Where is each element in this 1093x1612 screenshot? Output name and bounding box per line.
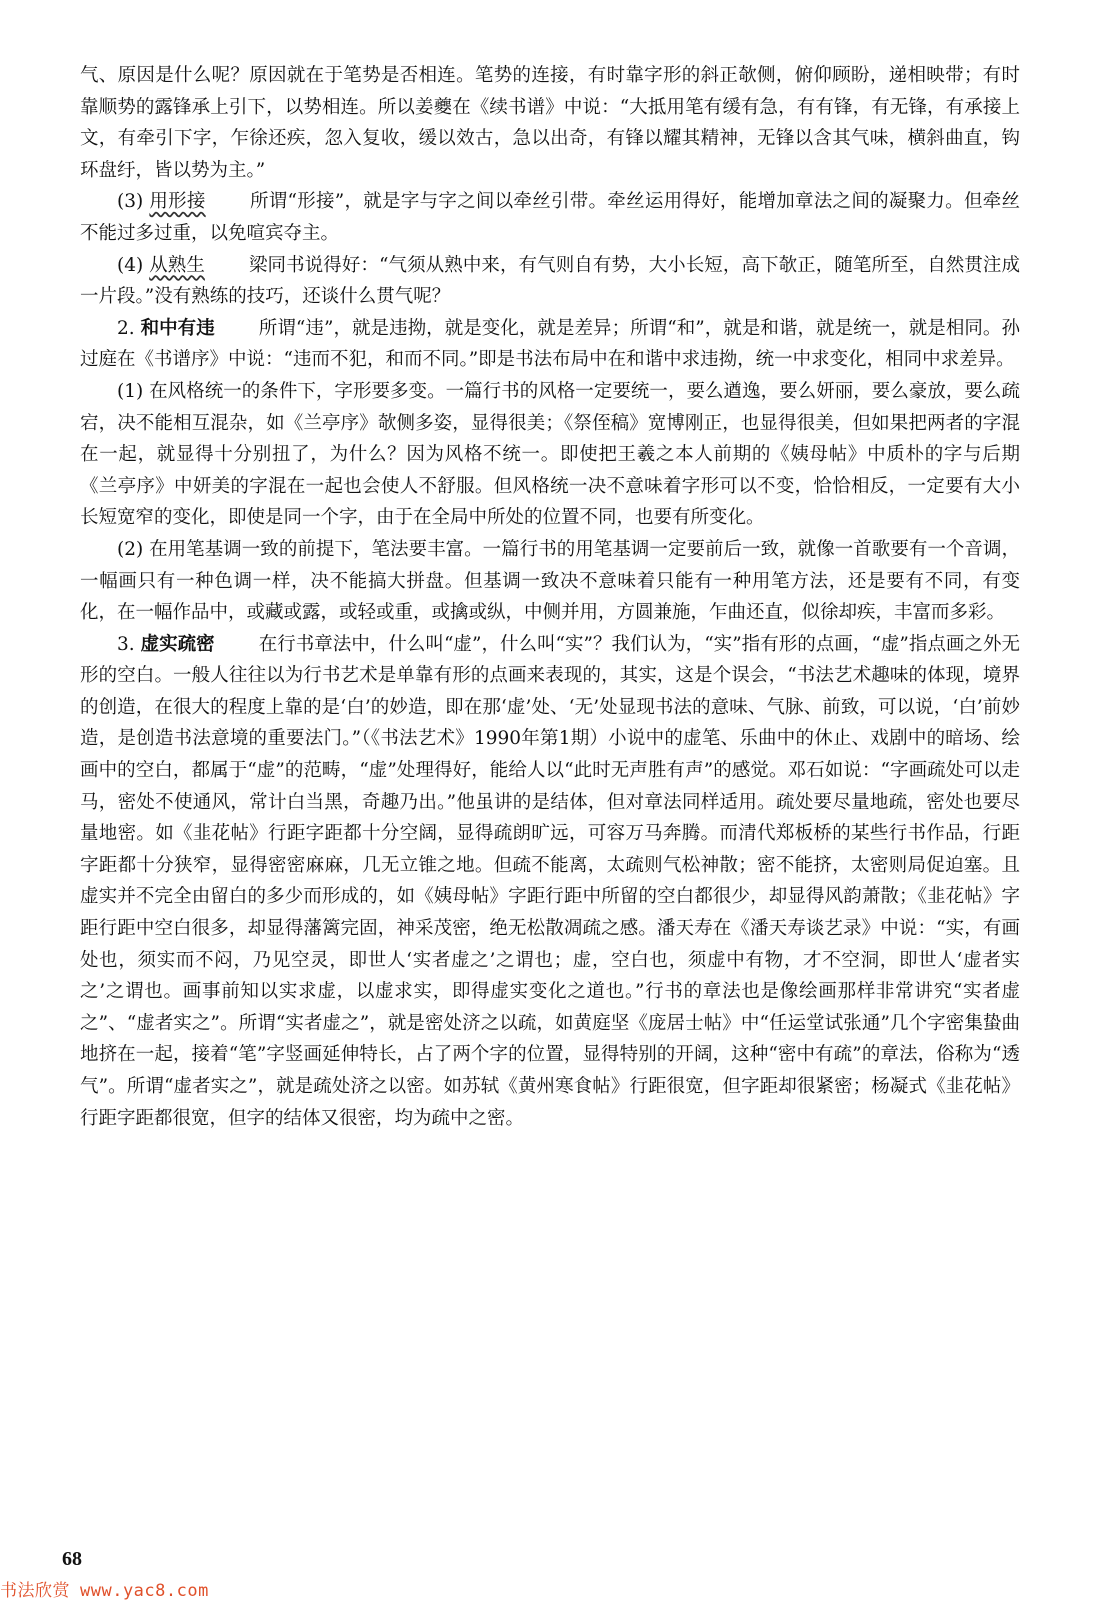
item-heading: 从熟生 [149,254,205,276]
paragraph-style-unity: (1) 在风格统一的条件下，字形要多变。一篇行书的风格一定要统一，要么遒逸，要么妍丽，要么豪放，要么疏宕，决不能相互混杂，如《兰亭序》欹侧多姿，显得很美；《祭侄稿》宽博刚正，也显得很美，但如果把两者的字混在一起，就显得十分别扭了，为什么？因为风格不统一。即使把王羲之本人前期的《姨母帖》中质朴的字与后期《兰亭序》中妍美的字混在一起也会使人不舒服。但风格统一决不意味着字形可以不变，恰恰相反，一定要有大小长短宽窄的变化，即使是同一个字，由于在全局中所处的位置不同，也要有所变化。 [80,380,1020,529]
paragraph-harmony-contrast [80,313,1020,376]
watermark [0,1576,209,1601]
paragraph-form-connection [80,186,1020,249]
watermark-site: 书法欣赏 [0,1581,70,1601]
item-body: 梁同书说得好：“气须从熟中来，有气则自有势，大小长短，高下欹正，随笔所至，自然贯注成一片段。”没有熟练的技巧，还谈什么贯气呢？ [80,254,1020,308]
section-heading: 虚实疏密 [140,633,215,655]
section-number: 2. [117,317,141,339]
paragraph-from-familiarity [80,250,1020,313]
section-body: 所谓“违”，就是违拗，就是变化，就是差异；所谓“和”，就是和谐，就是统一，就是相同。孙过庭在《书谱序》中说：“违而不犯，和而不同。”即是书法布局中在和谐中求违拗，统一中求变化，相同中求差异。 [80,317,1020,371]
item-number: (4) [117,254,150,276]
page-number: 68 [62,1548,82,1570]
paragraph-brush-tone: (2) 在用笔基调一致的前提下，笔法要丰富。一篇行书的用笔基调一定要前后一致，就像一首歌要有一个音调，一幅画只有一种色调一样，决不能搞大拼盘。但基调一致决不意味着只能有一种用笔方法，还是要有不同，有变化，在一幅作品中，或藏或露，或轻或重，或擒或纵，中侧并用，方圆兼施，乍曲还直，似徐却疾，丰富而多彩。 [80,538,1020,624]
section-number: 3. [117,633,141,655]
item-body: 所谓“形接”，就是字与字之间以牵丝引带。牵丝运用得好，能增加章法之间的凝聚力。但牵丝不能过多过重，以免喧宾夺主。 [80,191,1020,244]
item-heading: 用形接 [149,191,206,213]
paragraph-continuation: 气、原因是什么呢？原因就在于笔势是否相连。笔势的连接，有时靠字形的斜正欹侧，俯仰顾盼，递相映带；有时靠顺势的露锋承上引下，以势相连。所以姜夔在《续书谱》中说：“大抵用笔有缓有急，有有锋，有无锋，有承接上文，有牵引下字，乍徐还疾，忽入复收，缓以效古，急以出奇，有锋以耀其精神，无锋以含其气味，横斜曲直，钩环盘纡，皆以势为主。” [80,65,1020,181]
item-number: (3) [117,191,150,213]
watermark-url: www.yac8.com [80,1581,209,1601]
section-heading: 和中有违 [140,317,215,339]
paragraph-void-solid [80,629,1020,1135]
section-body: 在行书章法中，什么叫“虚”，什么叫“实”？我们认为，“实”指有形的点画，“虚”指点画之外无形的空白。一般人往往以为行书艺术是单靠有形的点画来表现的，其实，这是个误会，“书法艺术趣味的体现，境界的创造，在很大的程度上靠的是‘白’的妙造，即在那‘虚’处、‘无’处显现书法的意味、气脉、前致，可以说，‘白’前妙造，是创造书法意境的重要法门。”（《书法艺术》1990年第1期）小说中的虚笔、乐曲中的休止、戏剧中的暗场、绘画中的空白，都属于“虚”的范畴，“虚”处理得好，能给人以“此时无声胜有声”的感觉。邓石如说：“字画疏处可以走马，密处不使通风，常计白当黑，奇趣乃出。”他虽讲的是结体，但对章法同样适用。疏处要尽量地疏，密处也要尽量地密。如《韭花帖》行距字距都十分空阔，显得疏朗旷远，可容万马奔腾。而清代郑板桥的某些行书作品，行距字距都十分狭窄，显得密密麻麻，几无立锥之地。但疏不能离，太疏则气松神散；密不能挤，太密则局促迫塞。且虚实并不完全由留白的多少而形成的，如《姨母帖》字距行距中所留的空白都很少，却显得风韵萧散；《韭花帖》字距行距中空白很多，却显得藩篱完固，神采茂密，绝无松散凋疏之感。潘天寿在《潘天寿谈艺录》中说：“实，有画处也，须实而不闷，乃见空灵，即世人‘实者虚之’之谓也；虚，空白也，须虚中有物，才不空洞，即世人‘虚者实之’之谓也。画事前知以实求虚，以虚求实，即得虚实变化之道也。”行书的章法也是像绘画那样非常讲究“实者虚之”、“虚者实之”。所谓“实者虚之”，就是密处济之以疏，如黄庭坚《庞居士帖》中“任运堂试张通”几个字密集蛰曲地挤在一起，接着“笔”字竖画延伸特长，占了两个字的位置，显得特别的开阔，这种“密中有疏”的章法，俗称为“透气”。所谓“虚者实之”，就是疏处济之以密。如苏轼《黄州寒食帖》行距很宽，但字距却很紧密；杨凝式《韭花帖》行距字距都很宽，但字的结体又很密，均为疏中之密。 [80,633,1020,1129]
page-body [80,60,1020,1134]
